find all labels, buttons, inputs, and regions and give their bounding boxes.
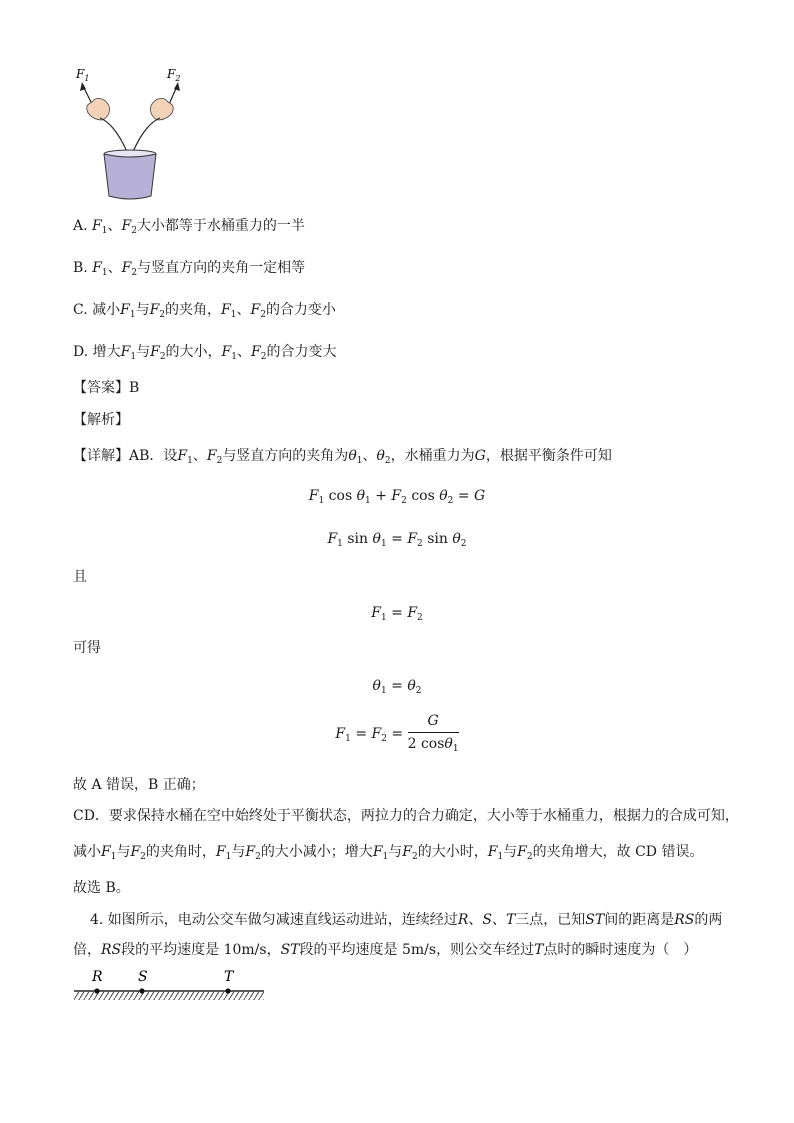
conclusion-ab: 故 A 错误，B 正确；: [73, 777, 205, 793]
var-theta: θ: [444, 736, 453, 752]
var-f: F: [371, 605, 381, 621]
and-label: 且: [73, 569, 87, 585]
f2-label: $F_2$: [167, 67, 181, 83]
den-text: 2 cos: [407, 736, 445, 752]
detail-line: [73, 446, 612, 471]
point-t: [225, 988, 230, 993]
var-f: F: [130, 844, 141, 860]
sub: 2: [159, 352, 166, 362]
text: 减小: [73, 844, 101, 860]
cos: cos: [411, 488, 435, 504]
sub: 2: [131, 268, 138, 278]
var-f: F: [221, 302, 231, 318]
option-a[interactable]: [73, 216, 305, 241]
sub: 1: [230, 310, 237, 320]
cos: cos: [328, 488, 353, 504]
plus: +: [375, 488, 387, 504]
sub: 1: [110, 852, 117, 862]
var-f: F: [371, 726, 382, 742]
then-label: 可得: [73, 640, 101, 656]
option-a-text: 大小都等于水桶重力的一半: [136, 218, 305, 234]
equals: =: [457, 488, 470, 504]
answer-label: 【答案】: [73, 380, 129, 396]
sub: 1: [130, 352, 137, 362]
sub: 2: [131, 226, 137, 236]
sub: 2: [260, 352, 267, 362]
equals: =: [391, 531, 403, 547]
sub: 2: [411, 852, 418, 862]
sep: 、: [107, 260, 122, 276]
sin: sin: [347, 531, 369, 547]
equation-1: [0, 486, 794, 511]
answer-line: [73, 378, 139, 398]
text: 的大小减小；增大: [260, 844, 373, 860]
text: 与: [136, 344, 151, 360]
sep: 、: [237, 344, 251, 360]
sub: 2: [417, 539, 423, 549]
var-theta: θ: [407, 678, 416, 694]
var-f: F: [206, 448, 217, 464]
equation-4: [0, 676, 794, 701]
text: 间的距离是: [604, 912, 675, 928]
question-4-line-2: [73, 940, 697, 960]
equals: =: [391, 678, 403, 694]
var-r: R: [457, 912, 469, 928]
var-f: F: [121, 218, 132, 234]
sub: 2: [260, 310, 266, 320]
var-f: F: [327, 531, 338, 547]
sub: 1: [318, 496, 325, 506]
var-f: F: [250, 302, 261, 318]
var-st: ST: [585, 912, 605, 928]
track-hatch: [74, 992, 264, 1000]
fraction-numerator: G: [408, 712, 459, 733]
var-f: F: [177, 448, 188, 464]
var-f: F: [121, 260, 132, 276]
label-t: T: [224, 969, 234, 985]
text: 的大小，: [165, 344, 222, 360]
fraction: [408, 712, 459, 758]
var-f: F: [407, 605, 418, 621]
sub: 2: [460, 539, 467, 549]
cd-line-1: CD．要求保持水桶在空中始终处于平衡状态，两拉力的合力确定，大小等于水桶重力，根据力的合成可知，: [73, 808, 739, 824]
text: 增大: [92, 344, 121, 360]
var-rs: RS: [674, 912, 695, 928]
answer-value: B: [129, 380, 140, 396]
var-theta: θ: [348, 448, 357, 464]
text: 减小: [92, 302, 121, 318]
option-d-letter: D.: [73, 344, 89, 360]
var-t: T: [505, 912, 516, 928]
sub: 2: [526, 852, 533, 862]
text: 的大小时，: [417, 844, 488, 860]
var-theta: θ: [356, 488, 366, 504]
sub: 2: [381, 734, 387, 744]
text: 4. 如图所示，电动公交车做匀减速直线运动进站，连续经过: [90, 912, 458, 928]
var-theta: θ: [372, 531, 381, 547]
var-g: G: [474, 448, 486, 464]
text: 与: [116, 844, 131, 860]
text: 段的平均速度是 10m/s，: [121, 942, 281, 958]
option-a-letter: A.: [73, 218, 88, 234]
sub: 1: [187, 456, 193, 466]
option-d-text: 的合力变大: [266, 344, 337, 360]
sub: 2: [159, 310, 166, 320]
var-theta: θ: [372, 678, 381, 694]
sub: 1: [497, 852, 504, 862]
sub: 2: [216, 456, 223, 466]
sub: 1: [380, 539, 387, 549]
detail-label: 【详解】: [73, 448, 129, 464]
final-answer: 故选 B。: [73, 880, 130, 896]
text: 与: [388, 844, 403, 860]
sep: 、: [192, 448, 207, 464]
sub: 1: [380, 613, 387, 623]
text: 段的平均速度是 5m/s，则公交车经过: [299, 942, 535, 958]
label-s: S: [138, 969, 148, 985]
equals: =: [391, 726, 404, 742]
sub: 1: [101, 268, 108, 278]
track-figure: [70, 966, 270, 1006]
f1-label: $F_1$: [76, 67, 90, 83]
var-f: F: [517, 844, 527, 860]
var-f: F: [251, 344, 261, 360]
var-f: F: [335, 726, 346, 742]
sin: sin: [427, 531, 448, 547]
left-rope: [100, 118, 128, 154]
sep: 、: [468, 912, 483, 928]
text: 点时的瞬时速度为（ ）: [543, 942, 698, 958]
sub: 1: [337, 539, 343, 549]
option-b-text: 与竖直方向的夹角一定相等: [137, 260, 306, 276]
sub: 1: [452, 744, 459, 754]
sep: 、: [491, 912, 506, 928]
bucket-figure: [70, 62, 190, 202]
equals: =: [391, 605, 403, 621]
text: AB．设: [129, 448, 178, 464]
var-st: ST: [280, 942, 300, 958]
sub: 2: [140, 852, 146, 862]
equation-3: [0, 603, 794, 628]
sub: 2: [447, 496, 454, 506]
sub: 1: [225, 852, 232, 862]
var-f: F: [149, 302, 160, 318]
var-f: F: [120, 344, 131, 360]
text: 三点，已知: [515, 912, 586, 928]
sep: 、: [236, 302, 251, 318]
text: 的夹角增大，故 CD 错误。: [532, 844, 704, 860]
var-f: F: [150, 344, 160, 360]
var-f: F: [372, 844, 383, 860]
sub: 2: [415, 686, 422, 696]
var-f: F: [245, 844, 256, 860]
sep: 、: [362, 448, 377, 464]
sub: 1: [380, 686, 387, 696]
text: 与竖直方向的夹角为: [222, 448, 349, 464]
var-f: F: [120, 302, 130, 318]
sub: 2: [401, 496, 407, 506]
text: ，水桶重力为: [390, 448, 475, 464]
text: ，根据平衡条件可知: [485, 448, 612, 464]
sub: 1: [101, 226, 108, 236]
sub: 2: [384, 456, 391, 466]
var-f: F: [92, 260, 102, 276]
right-rope: [132, 118, 160, 154]
var-theta: θ: [376, 448, 385, 464]
var-g: G: [474, 488, 486, 504]
var-f: F: [402, 844, 412, 860]
text: 与: [503, 844, 518, 860]
var-f: F: [391, 488, 402, 504]
sub: 1: [356, 456, 363, 466]
label-r: R: [92, 969, 103, 985]
sub: 1: [231, 352, 237, 362]
sub: 1: [365, 496, 371, 506]
var-theta: θ: [452, 531, 461, 547]
analysis-label: 【解析】: [73, 412, 129, 428]
text: 的夹角时，: [145, 844, 216, 860]
fraction-denominator: [408, 733, 459, 758]
point-r: [94, 988, 99, 993]
option-c-text: 的合力变小: [265, 302, 336, 318]
eq5-lhs: [335, 726, 407, 742]
sep: 、: [107, 218, 122, 234]
var-rs: RS: [101, 942, 122, 958]
bucket-body: [104, 154, 156, 199]
point-s: [139, 988, 144, 993]
var-f: F: [221, 344, 232, 360]
sub: 1: [382, 852, 389, 862]
option-b[interactable]: [73, 258, 305, 283]
var-f: F: [101, 844, 111, 860]
sub: 1: [345, 734, 351, 744]
option-c-letter: C.: [73, 302, 88, 318]
var-s: S: [482, 912, 492, 928]
var-f: F: [308, 488, 319, 504]
option-b-letter: B.: [73, 260, 88, 276]
option-d[interactable]: [73, 342, 336, 367]
var-f: F: [92, 218, 102, 234]
question-4-line-1: [90, 910, 722, 930]
var-theta: θ: [439, 488, 448, 504]
text: 与: [135, 302, 150, 318]
var-f: F: [487, 844, 498, 860]
sub: 2: [417, 613, 423, 623]
sub: 1: [129, 310, 136, 320]
equals: =: [355, 726, 368, 742]
equation-5: [0, 712, 794, 758]
sub: 2: [255, 852, 261, 862]
equation-2: [0, 529, 794, 554]
var-t: T: [534, 942, 544, 958]
text: 与: [231, 844, 246, 860]
cd-line-2: [73, 842, 703, 867]
text: 的夹角，: [165, 302, 222, 318]
text: 的两: [694, 912, 723, 928]
text: 倍，: [73, 942, 101, 958]
var-f: F: [407, 531, 418, 547]
option-c[interactable]: [73, 300, 336, 325]
var-f: F: [215, 844, 226, 860]
